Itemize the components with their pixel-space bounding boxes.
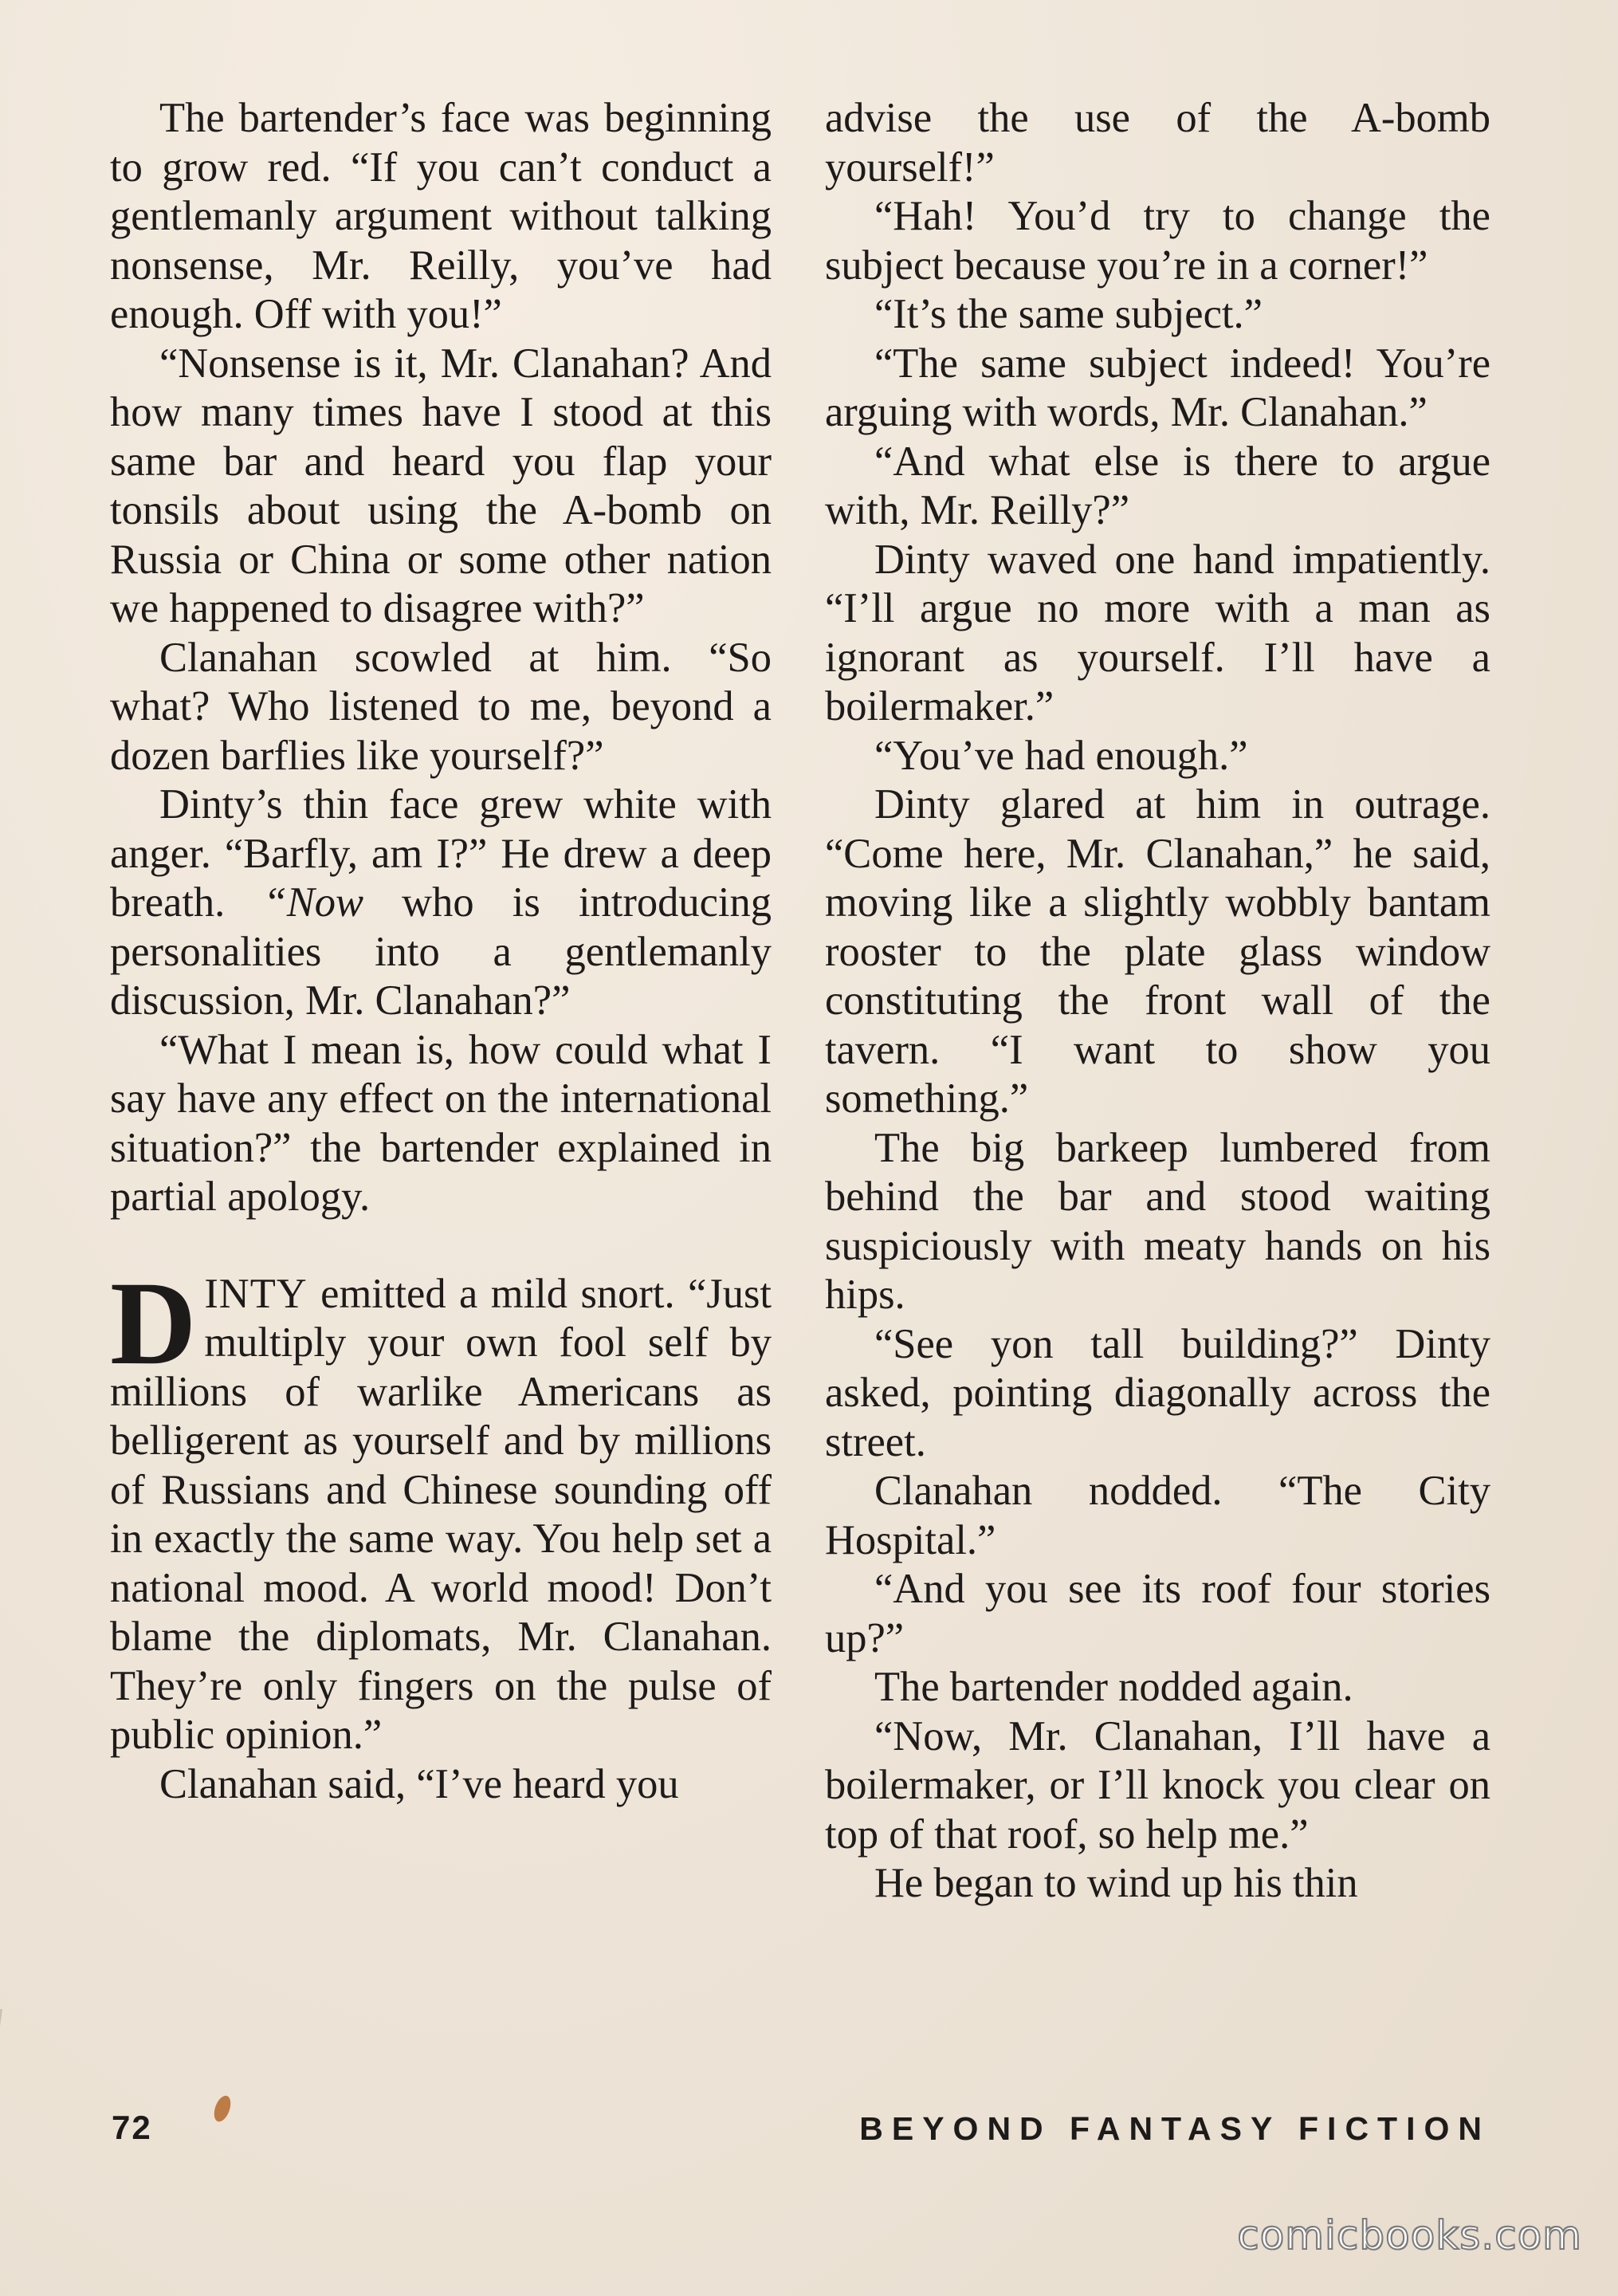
paragraph: The big barkeep lumbered from behind the bar and stood waiting suspiciously with meaty hands on his hips. [825,1124,1490,1318]
paragraph: “You’ve had enough.” [874,732,1248,779]
paragraph-text: emitted a mild snort. “Just multiply your own fool self by millions of warlike Americans as belligerent as yourself and by millions of Russians and Chinese sounding off in exactly the same way. You help set a national mood. A world mood! Don’t blame the diplomats, Mr. Clanahan. They’re only fingers on the pulse of public opinion.” [110,1270,772,1758]
paragraph [110,780,772,1026]
dropcap-paragraph [110,1256,772,1760]
paragraph: “It’s the same subject.” [874,291,1263,337]
right-text-column [825,94,1490,1909]
paragraph: He began to wind up his thin [874,1860,1358,1906]
paragraph-text: Dinty’s thin face grew white with anger. “Barfly, am I?” He drew a deep breath. [110,781,772,926]
paragraph: “And what else is there to argue with, Mr. Reilly?” [825,438,1490,533]
page-number: 72 [112,2109,152,2146]
magazine-title: BEYOND FANTASY FICTION [859,2110,1490,2147]
paragraph: “Hah! You’d try to change the subject because you’re in a corner!” [825,193,1490,289]
paragraph: Clanahan said, “I’ve heard you [159,1760,679,1807]
paragraph: Clanahan nodded. “The City Hospital.” [825,1468,1490,1563]
left-text-column [110,94,772,1809]
paragraph: “See yon tall building?” Dinty asked, pointing diagonally across the street. [825,1320,1490,1465]
paragraph: “The same subject indeed! You’re arguing with words, Mr. Clanahan.” [825,340,1490,435]
section-break [110,1222,772,1270]
paragraph: “Nonsense is it, Mr. Clanahan? And how many times have I stood at this same bar and heard you flap your tonsils about using the A-bomb on Russia or China or some other nation we happened to disagree with?” [110,340,772,631]
paragraph: The bartender nodded again. [874,1664,1353,1710]
paragraph-text: who is introducing personalities into a gentlemanly discussion, Mr. Clanahan?” [110,879,772,1024]
page-footer [0,2109,1618,2156]
paragraph: The bartender’s face was beginning to grow red. “If you can’t conduct a gentlemanly argument without talking nonsense, Mr. Reilly, you’ve had enough. Off with you!” [110,95,772,337]
paragraph: “And you see its roof four stories up?” [825,1566,1490,1661]
paragraph: “Now, Mr. Clanahan, I’ll have a boilermaker, or I’ll knock you clear on top of that roof, so help me.” [825,1712,1490,1858]
drop-cap: D [110,1256,197,1390]
paragraph: Dinty glared at him in outrage. “Come here, Mr. Clanahan,” he said, moving like a slightly wobbly bantam rooster to the plate glass window constituting the front wall of the tavern. “I want to show you something.” [825,781,1490,1122]
paragraph: “What I mean is, how could what I say have any effect on the international situation?” the bartender explained in partial apology. [110,1026,772,1220]
site-watermark: comicbooks.com [1237,2212,1582,2259]
paragraph: Clanahan scowled at him. “So what? Who listened to me, beyond a dozen barflies like yourself?” [110,634,772,779]
paragraph: Dinty waved one hand impatiently. “I’ll argue no more with a man as ignorant as yourself. I’ll have a boilermaker.” [825,536,1490,729]
italic-word: “Now [263,879,363,926]
paragraph-continuation: advise the use of the A-bomb yourself!” [825,95,1490,191]
smallcaps-lead: INTY [204,1270,308,1317]
